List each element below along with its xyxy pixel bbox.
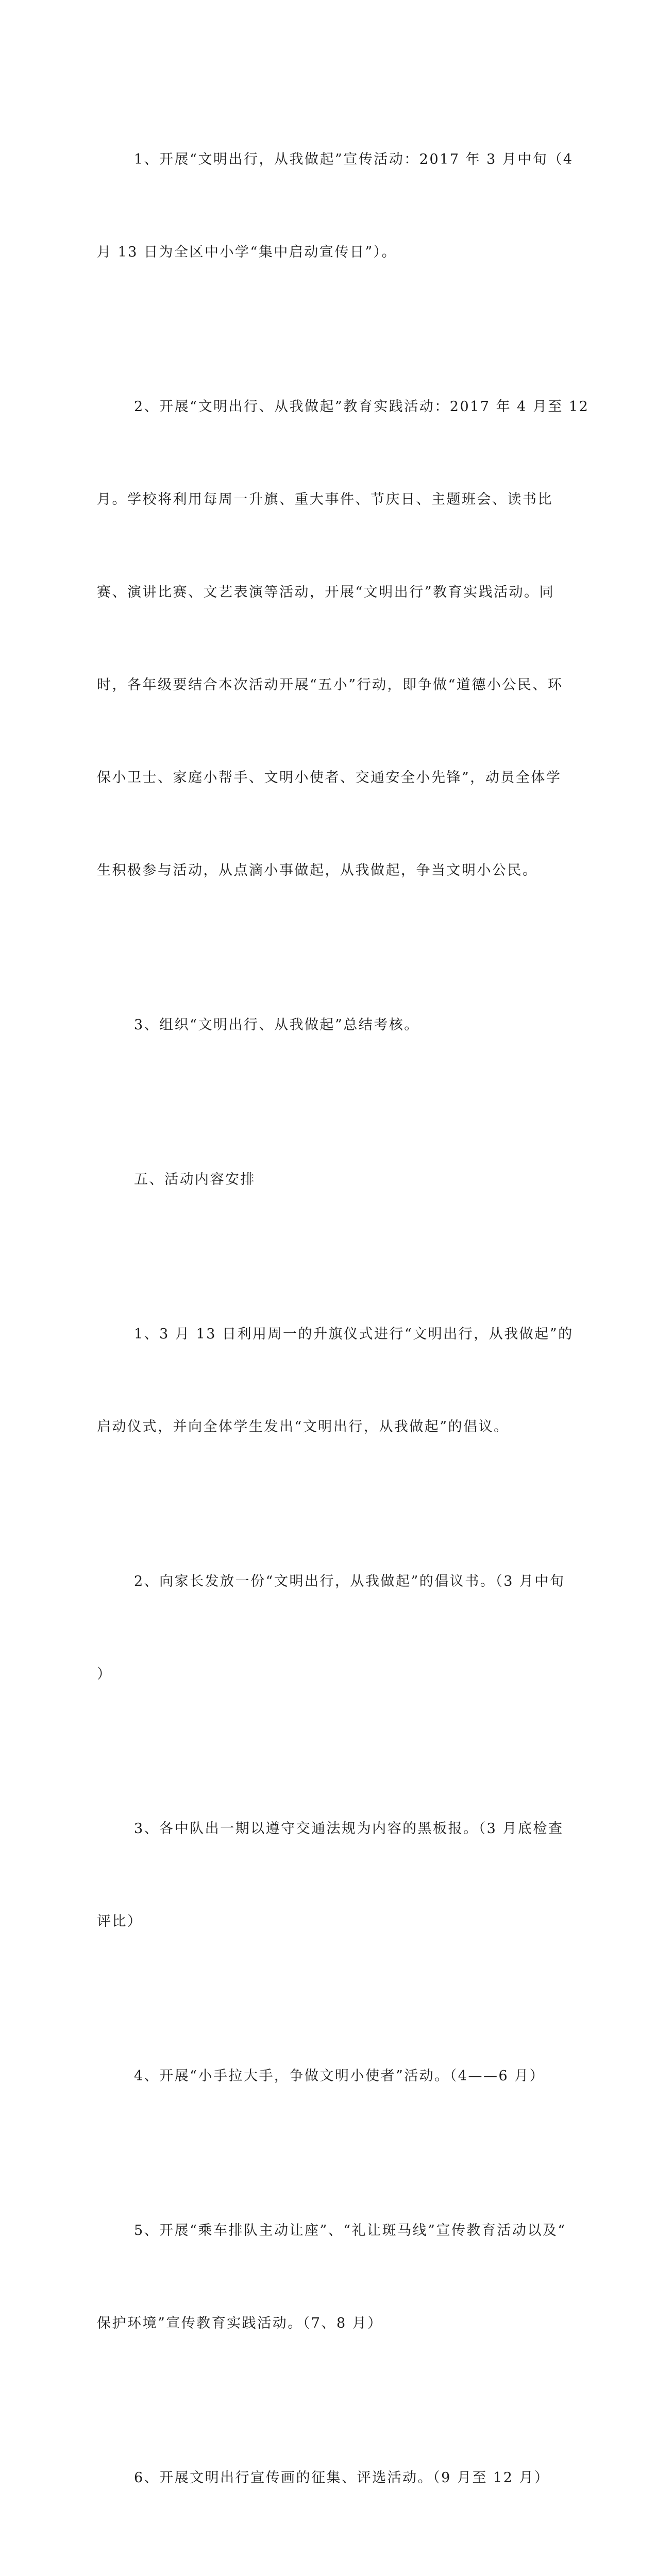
document-body xyxy=(97,82,589,2576)
paragraph-activity-2 xyxy=(97,1504,565,1752)
paragraph-item-3 xyxy=(97,948,561,1103)
text-line: 启动仪式，并向全体学生发出“文明出行，从我做起”的倡议。 xyxy=(97,1419,509,1435)
text-line: ） xyxy=(97,1666,112,1682)
heading-text: 五、活动内容安排 xyxy=(134,1172,256,1188)
text-line: 5、开展“乘车排队主动让座”、“礼让斑马线”宣传教育活动以及“ xyxy=(134,2223,566,2239)
text-line: 生积极参与活动，从点滴小事做起，从我做起，争当文明小公民。 xyxy=(97,862,538,878)
text-line: 时，各年级要结合本次活动开展“五小”行动，即争做“道德小公民、环 xyxy=(97,677,563,693)
text-line: 保护环境”宣传教育实践活动。（7、8 月） xyxy=(97,2315,383,2331)
text-line: 6、开展文明出行宣传画的征集、评选活动。（9 月至 12 月） xyxy=(134,2470,550,2486)
text-line: 保小卫士、家庭小帮手、文明小使者、交通安全小先锋”，动员全体学 xyxy=(97,770,562,786)
paragraph-activity-3 xyxy=(97,1752,564,1999)
text-line: 2、开展“文明出行、从我做起”教育实践活动：2017 年 4 月至 12 xyxy=(134,399,589,415)
text-line: 月。学校将利用每周一升旗、重大事件、节庆日、主题班会、读书比 xyxy=(97,492,553,507)
paragraph-activity-5 xyxy=(97,2154,566,2401)
text-line: 评比） xyxy=(97,1913,143,1929)
text-line: 赛、演讲比赛、文艺表演等活动，开展“文明出行”教育实践活动。同 xyxy=(97,584,555,600)
text-line: 3、各中队出一期以遵守交通法规为内容的黑板报。（3 月底检查 xyxy=(134,1821,564,1837)
text-line: 月 13 日为全区中小学“集中启动宣传日”）。 xyxy=(97,244,397,260)
paragraph-item-2 xyxy=(97,330,589,948)
paragraph-item-1 xyxy=(97,82,574,330)
text-line: 3、组织“文明出行、从我做起”总结考核。 xyxy=(134,1017,419,1033)
text-line: 1、3 月 13 日利用周一的升旗仪式进行“文明出行，从我做起”的 xyxy=(134,1326,574,1342)
text-line: 2、向家长发放一份“文明出行，从我做起”的倡议书。（3 月中旬 xyxy=(134,1573,565,1589)
paragraph-activity-6 xyxy=(97,2401,561,2555)
section-heading-6 xyxy=(97,2555,561,2576)
section-heading-5 xyxy=(97,1103,561,1257)
paragraph-activity-1 xyxy=(97,1257,574,1504)
paragraph-activity-4 xyxy=(97,1999,561,2154)
text-line: 1、开展“文明出行，从我做起”宣传活动：2017 年 3 月中旬（4 xyxy=(134,151,574,167)
text-line: 4、开展“小手拉大手，争做文明小使者”活动。（4——6 月） xyxy=(134,2068,545,2084)
